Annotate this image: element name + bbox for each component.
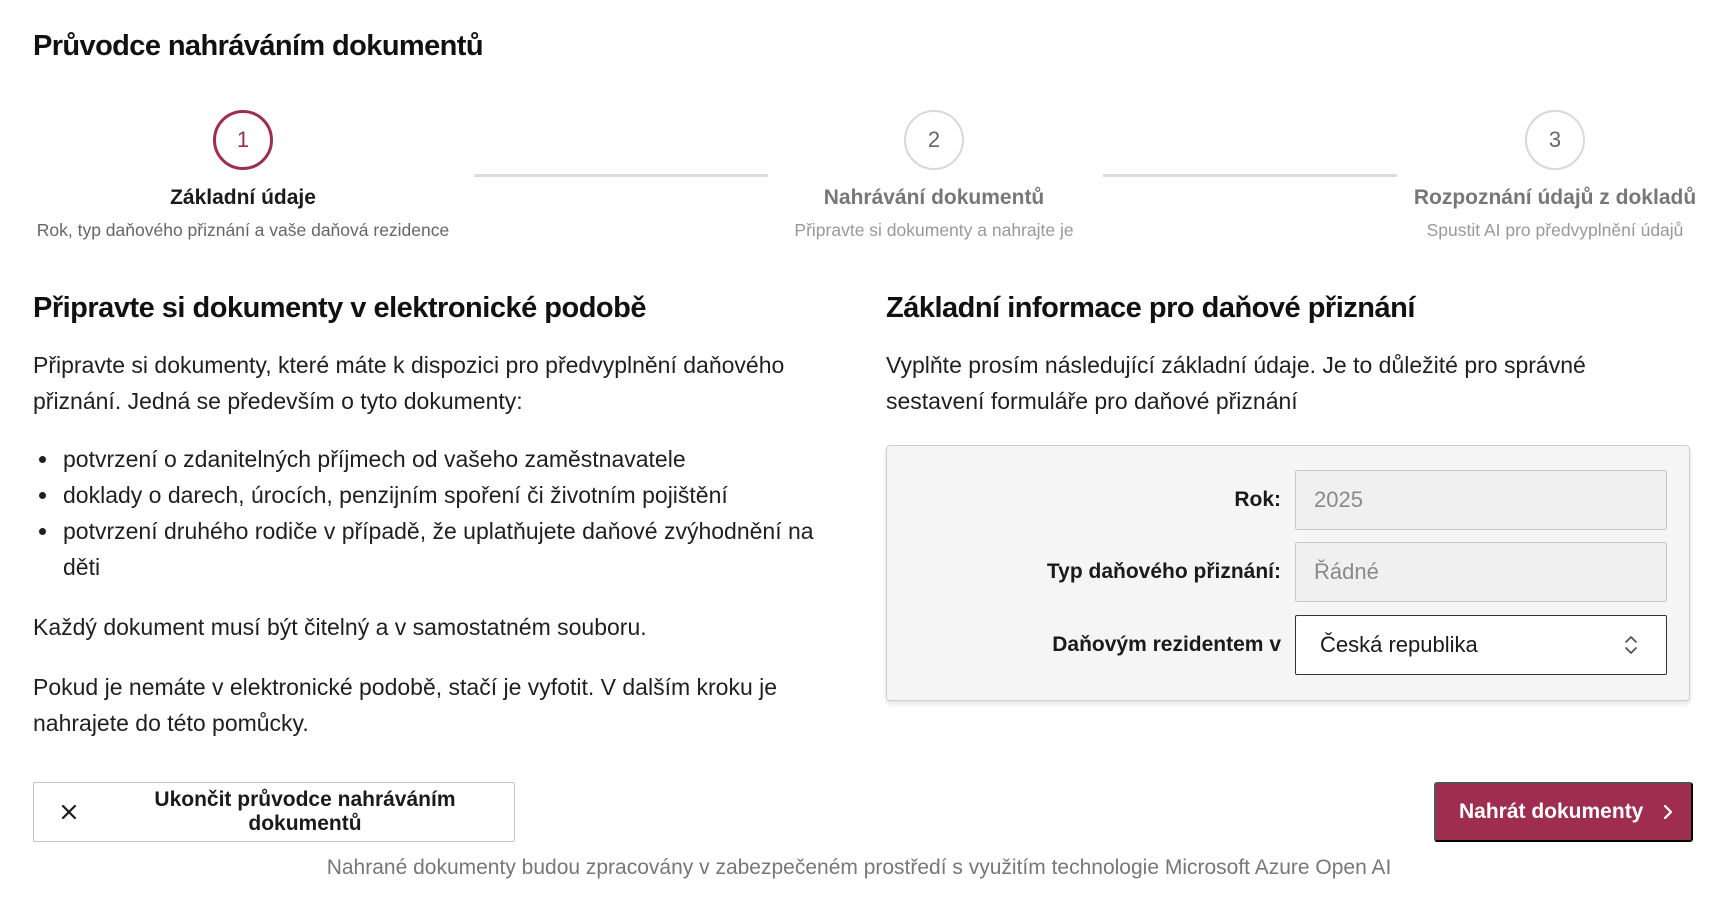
step-2-number: 2	[904, 110, 964, 170]
basic-info-form	[886, 445, 1690, 701]
documents-intro: Připravte si dokumenty, které máte k dispozici pro předvyplnění daňového přiznání. Jedná se především o tyto dokumenty:	[33, 352, 785, 414]
year-label: Rok:	[1234, 488, 1281, 511]
residence-select-value: Česká republika	[1320, 632, 1478, 657]
type-label: Typ daňového přiznání:	[1046, 560, 1281, 583]
step-1[interactable]	[33, 110, 453, 241]
step-3-subtitle: Spustit AI pro předvyplnění údajů	[1426, 220, 1684, 240]
documents-info-section	[33, 292, 823, 741]
residence-row	[887, 615, 1689, 675]
type-field[interactable]: Řádné	[1295, 542, 1667, 602]
upload-documents-label: Nahrát dokumenty	[1459, 800, 1644, 823]
type-row	[887, 542, 1689, 602]
close-icon	[60, 803, 78, 821]
list-item: doklady o darech, úrocích, penzijním spoření či životním pojištění	[33, 477, 823, 513]
chevron-right-icon	[1661, 803, 1675, 821]
documents-section-title: Připravte si dokumenty v elektronické podobě	[33, 292, 646, 324]
documents-note-readable: Každý dokument musí být čitelný a v samostatném souboru.	[33, 614, 647, 640]
step-3-title: Rozpoznání údajů z dokladů	[1413, 186, 1697, 209]
step-1-title: Základní údaje	[170, 186, 316, 209]
stepper	[0, 110, 1718, 250]
year-row	[887, 470, 1689, 530]
close-wizard-label: Ukončit průvodce nahráváním dokumentů	[154, 788, 456, 835]
step-1-subtitle: Rok, typ daňového přiznání a vaše daňová rezidence	[36, 220, 450, 240]
year-field[interactable]: 2025	[1295, 470, 1667, 530]
documents-list	[33, 441, 823, 585]
upload-documents-button[interactable]	[1434, 782, 1693, 842]
step-2-title: Nahrávání dokumentů	[823, 186, 1045, 209]
documents-note-photo: Pokud je nemáte v elektronické podobě, stačí je vyfotit. V dalším kroku je nahrajete do této pomůcky.	[33, 674, 778, 736]
list-item: potvrzení o zdanitelných příjmech od vašeho zaměstnavatele	[33, 441, 823, 477]
step-1-number: 1	[213, 110, 273, 170]
chevron-updown-icon	[1624, 634, 1638, 656]
step-2-subtitle: Připravte si dokumenty a nahrajte je	[794, 220, 1074, 240]
list-item: potvrzení druhého rodiče v případě, že uplatňujete daňové zvýhodnění na děti	[33, 513, 823, 585]
footer-note: Nahrané dokumenty budou zpracovány v zabezpečeném prostředí s využitím technologie Microsoft Azure Open AI	[326, 856, 1392, 879]
page-title: Průvodce nahráváním dokumentů	[33, 30, 483, 62]
close-wizard-button[interactable]	[33, 782, 515, 842]
step-3-number: 3	[1525, 110, 1585, 170]
basic-info-title: Základní informace pro daňové přiznání	[886, 292, 1415, 324]
step-connector-2	[1103, 174, 1397, 177]
residence-label: Daňovým rezidentem v	[1052, 633, 1281, 656]
basic-info-section	[886, 292, 1690, 701]
step-2[interactable]	[784, 110, 1084, 241]
basic-info-intro: Vyplňte prosím následující základní údaje. Je to důležité pro správné sestavení formuláře pro daňové přiznání	[886, 352, 1586, 414]
step-3[interactable]	[1410, 110, 1700, 241]
residence-select[interactable]	[1295, 615, 1667, 675]
step-connector-1	[474, 174, 768, 177]
